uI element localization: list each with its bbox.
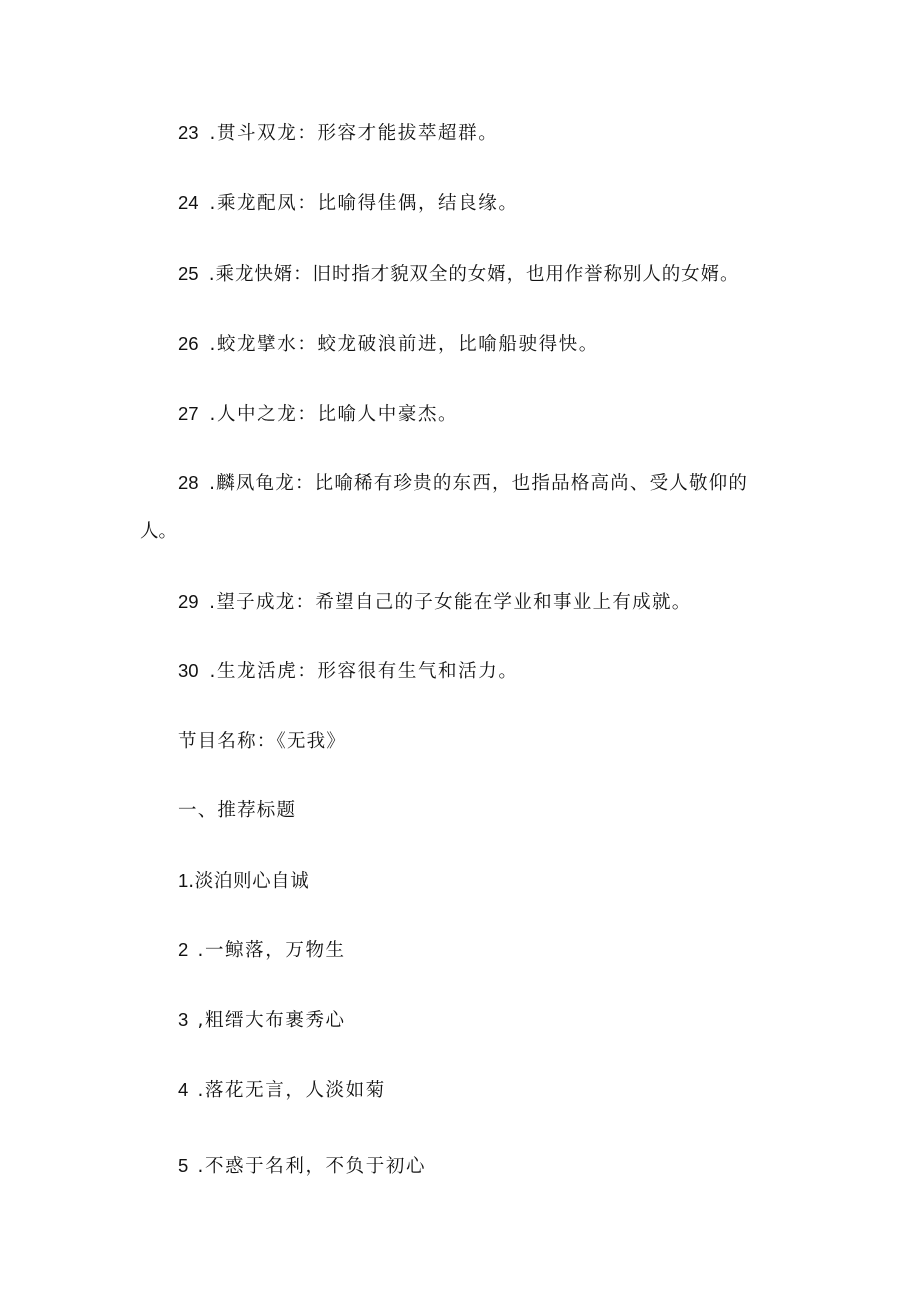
- item-number: 25: [178, 263, 199, 284]
- item-number: 24: [178, 192, 199, 213]
- item-number: 3: [178, 1009, 189, 1030]
- list-item: [178, 472, 748, 495]
- item-number: 1: [178, 870, 189, 891]
- item-text: .麟凤龟龙：比喻稀有珍贵的东西，也指品格高尚、受人敬仰的: [202, 473, 749, 494]
- item-number: 2: [178, 939, 189, 960]
- item-number: 30: [178, 660, 199, 681]
- item-text: .望子成龙：希望自己的子女能在学业和事业上有成就。: [202, 592, 692, 613]
- title-item: [178, 1155, 426, 1178]
- list-item: [178, 192, 518, 215]
- list-item: [178, 122, 498, 145]
- title-item: [178, 870, 309, 893]
- item-text: ,粗缙大布裹秀心: [190, 1010, 346, 1031]
- item-number: 26: [178, 333, 199, 354]
- item-text: .不惑于名利，不负于初心: [190, 1156, 427, 1177]
- item-text: .乘龙配凤：比喻得佳偶，结良缘。: [202, 193, 519, 214]
- item-text: .落花无言，人淡如菊: [190, 1080, 386, 1101]
- list-item: [178, 403, 458, 426]
- list-item: [178, 660, 518, 683]
- list-item: [178, 591, 692, 614]
- item-number: 5: [178, 1155, 189, 1176]
- item-number: 29: [178, 591, 199, 612]
- title-item: [178, 1009, 346, 1032]
- item-number: 27: [178, 403, 199, 424]
- title-item: [178, 1079, 386, 1102]
- item-text: .蛟龙擘水：蛟龙破浪前进，比喻船驶得快。: [202, 334, 599, 355]
- list-item: [178, 333, 599, 356]
- item-text: .一鲸落，万物生: [190, 940, 346, 961]
- item-number: 4: [178, 1079, 189, 1100]
- item-text: .乘龙快婿：旧时指才貌双全的女婿，也用作誉称别人的女婿。: [202, 264, 740, 285]
- title-item: [178, 939, 346, 962]
- item-text: .淡泊则心自诚: [188, 871, 310, 892]
- list-item: [178, 263, 739, 286]
- item-text: .人中之龙：比喻人中豪杰。: [202, 404, 459, 425]
- item-text: .贯斗双龙：形容才能拔萃超群。: [202, 123, 499, 144]
- item-text: .生龙活虎：形容很有生气和活力。: [202, 661, 519, 682]
- program-title: 节目名称：《无我》: [178, 731, 347, 752]
- list-item-continuation: 人。: [140, 521, 178, 542]
- item-number: 23: [178, 122, 199, 143]
- item-number: 28: [178, 472, 199, 493]
- section-heading: 一、推荐标题: [178, 800, 297, 821]
